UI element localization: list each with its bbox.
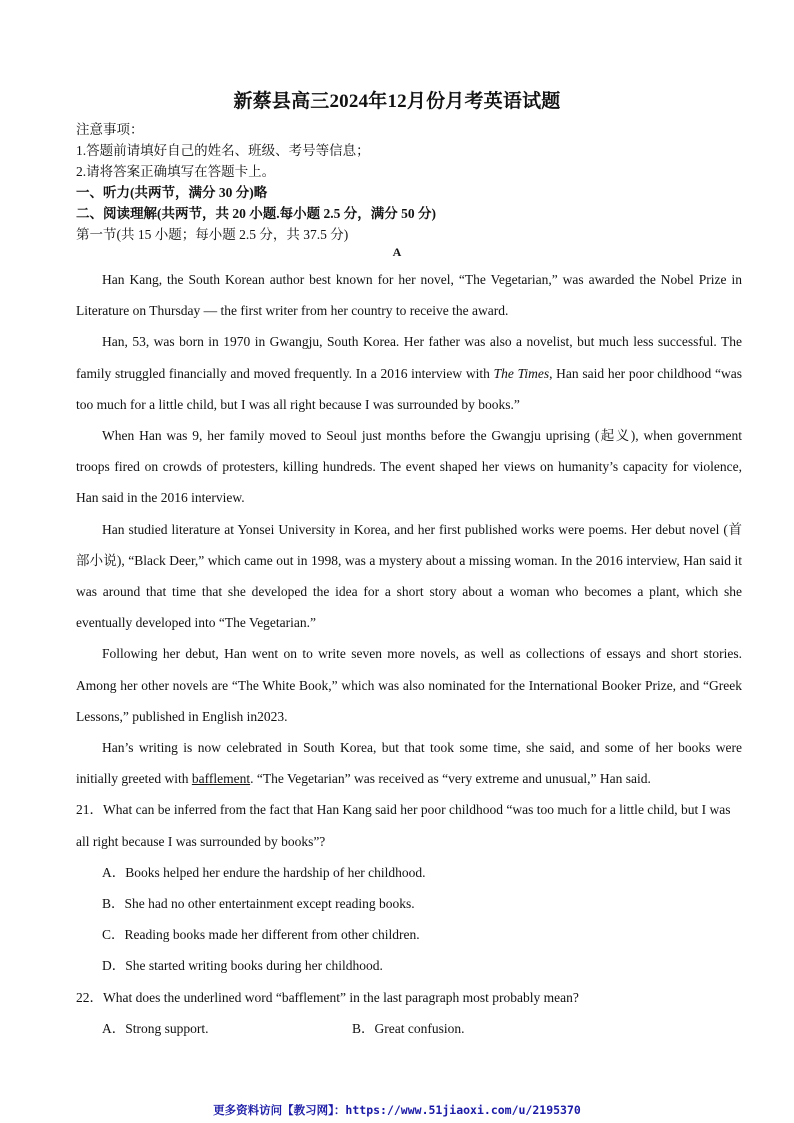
paragraph-2-part-2: , Han said her poor childhood “was too much for a little child, but I was all right because I was surrounded by books.” (76, 365, 742, 412)
paragraph-6 (76, 732, 742, 794)
question-22-options-row (76, 1013, 742, 1044)
underlined-word: bafflement (191, 771, 251, 787)
question-21-option-a: A．Books helped her endure the hardship of her childhood. (102, 864, 426, 880)
paragraph-2-italic: The Times (493, 365, 550, 381)
paragraph-6-part-2: . “The Vegetarian” was received as “very extreme and unusual,” Han said. (250, 771, 651, 787)
passage-body (76, 264, 742, 1044)
notes-item-1: 1.答题前请填好自己的姓名、班级、考号等信息； (76, 143, 370, 158)
paragraph-3: When Han was 9, her family moved to Seoul just months before the Gwangju uprising (起义), when government troops fired on crowds of protesters, killing hundreds. The event shaped her views on humanity’s capacity for violence, Han said in the 2016 interview. (76, 428, 742, 506)
notes-item-2: 2.请将答案正确填写在答题卡上。 (76, 164, 276, 179)
paragraph-6-part-1: Han’s writing is now celebrated in South Korea, but that took some time, she said, and some of her books were initially greeted with (76, 740, 742, 787)
paragraph-2 (76, 326, 742, 420)
question-21-option-d: D．She started writing books during her childhood. (102, 958, 383, 974)
question-21-option-c: C．Reading books made her different from other children. (102, 927, 420, 943)
paragraph-1: Han Kang, the South Korean author best known for her novel, “The Vegetarian,” was awarded the Nobel Prize in Literature on Thursday — the first writer from her country to receive the award. (76, 272, 742, 319)
paragraph-4: Han studied literature at Yonsei University in Korea, and her first published works were poems. Her debut novel (首部小说), “Black Deer,” which came out in 1998, was a mystery about a missing woman. In the 2016 interview, Han said it was around that time that she developed the idea for a short story about a woman who becomes a plant, which she eventually developed into “The Vegetarian.” (76, 521, 742, 631)
question-22-option-b: B．Great confusion. (352, 1020, 465, 1036)
page-title: 新蔡县高三2024年12月份月考英语试题 (233, 91, 561, 112)
paragraph-2-part-1: Han, 53, was born in 1970 in Gwangju, South Korea. Her father was also a novelist, but much less successful. The family struggled financially and moved frequently. In a 2016 interview with (76, 334, 742, 381)
instructions (76, 119, 736, 245)
question-22-stem: 22．What does the underlined word “bafflement” in the last paragraph most probably mean? (76, 989, 579, 1005)
paragraph-5: Following her debut, Han went on to write seven more novels, as well as collections of essays and short stories. Among her other novels are “The White Book,” which was also nominated for the International Booker Prize, and “Greek Lessons,” published in English in2023. (76, 646, 742, 724)
passage-label: A (392, 245, 402, 259)
question-22-option-a: A．Strong support. (102, 1020, 209, 1036)
question-21-stem: 21．What can be inferred from the fact that Han Kang said her poor childhood “was too much for a little child, but I was all right because I was surrounded by books”? (76, 802, 731, 849)
footer-link[interactable]: 更多资料访问【教习网】：https://www.51jiaoxi.com/u/2195370 (213, 1103, 581, 1117)
question-21-option-b: B．She had no other entertainment except reading books. (102, 896, 415, 912)
notes-heading: 注意事项： (76, 122, 144, 137)
section-reading: 二、阅读理解(共两节，共 20 小题.每小题 2.5 分，满分 50 分) (76, 206, 436, 221)
section-part-1: 第一节(共 15 小题；每小题 2.5 分，共 37.5 分) (76, 227, 349, 242)
section-listening: 一、听力(共两节，满分 30 分)略 (76, 185, 268, 200)
